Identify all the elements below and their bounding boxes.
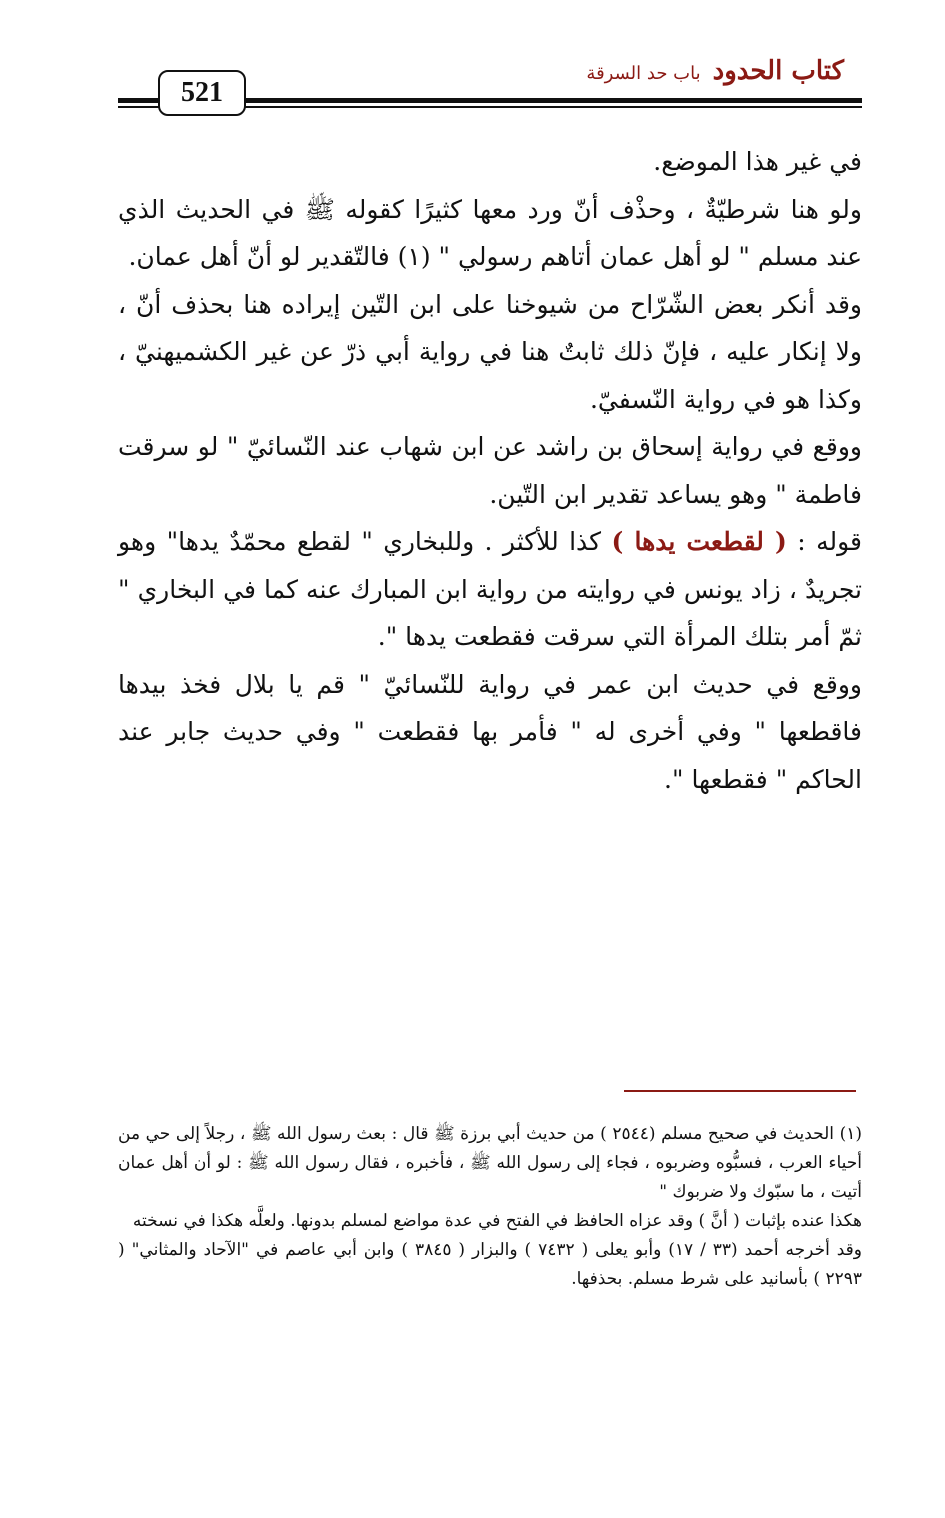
chapter-title: باب حد السرقة	[586, 63, 701, 84]
paragraph-2: ولو هنا شرطيّةٌ ، وحذْف أنّ ورد معها كثيرًا كقوله ﷺ في الحديث الذي عند مسلم " لو أهل عمان أتاهم رسولي " (١) فالتّقدير لو أنّ أهل عمان.	[118, 194, 862, 271]
footnote-1: (١) الحديث في صحيح مسلم (٢٥٤٤ ) من حديث أبي برزة ﷺ قال : بعث رسول الله ﷺ ، رجلاً إلى حي من أحياء العرب ، فسبُّوه وضربوه ، فجاء إلى رسول الله ﷺ ، فأخبره ، فقال رسول الله ﷺ : لو أن أهل عمان أتيت ، ما سبّوك ولا ضربوك "	[118, 1124, 862, 1202]
book-title: كتاب الحدود	[712, 56, 844, 86]
footnote-1-note: هكذا عنده بإثبات ( أنَّ ) وقد عزاه الحافظ في الفتح في عدة مواضع لمسلم بدونها. ولعلَّه هكذا في نسخته	[132, 1211, 862, 1231]
paragraph-6: ووقع في حديث ابن عمر في رواية للنّسائيّ " قم يا بلال فخذ بيدها فاقطعها " وفي أخرى له " فأمر بها فقطعت " وفي حديث جابر عند الحاكم " فقطعها ".	[118, 669, 862, 794]
paragraph-1: في غير هذا الموضع.	[653, 147, 862, 176]
paragraph-4: ووقع في رواية إسحاق بن راشد عن ابن شهاب عند النّسائيّ " لو سرقت فاطمة " وهو يساعد تقدير ابن التّين.	[118, 432, 862, 509]
page-header	[118, 40, 862, 120]
main-text	[118, 138, 862, 803]
page-number: 521	[181, 77, 223, 108]
paragraph-5	[118, 518, 862, 661]
quote-intro: قوله :	[797, 527, 862, 556]
page-number-box	[158, 70, 246, 116]
running-title	[586, 56, 844, 86]
paragraph-5-body: كذا للأكثر . وللبخاري " لقطع محمّدٌ يدها" وهو تجريدٌ ، زاد يونس في روايته من رواية ابن المبارك عنه كما في البخاري " ثمّ أمر بتلك المرأة التي سرقت فقطعت يدها ".	[118, 527, 862, 651]
footnote-1-sources: وقد أخرجه أحمد (٣٣ / ١٧) وأبو يعلى ( ٧٤٣٢ ) والبزار ( ٣٨٤٥ ) وابن أبي عاصم في "الآحاد والمثاني" ( ٢٢٩٣ ) بأسانيد على شرط مسلم. بحذفها.	[118, 1240, 863, 1289]
footnote-separator	[624, 1090, 856, 1092]
quoted-phrase: ( لقطعت يدها )	[611, 527, 787, 556]
footnotes	[118, 1120, 862, 1294]
paragraph-3: وقد أنكر بعض الشّرّاح من شيوخنا على ابن التّين إيراده هنا بحذف أنّ ، ولا إنكار عليه ، فإنّ ذلك ثابتٌ هنا في رواية أبي ذرّ عن غير الكشميهنيّ ، وكذا هو في رواية النّسفيّ.	[118, 289, 862, 414]
